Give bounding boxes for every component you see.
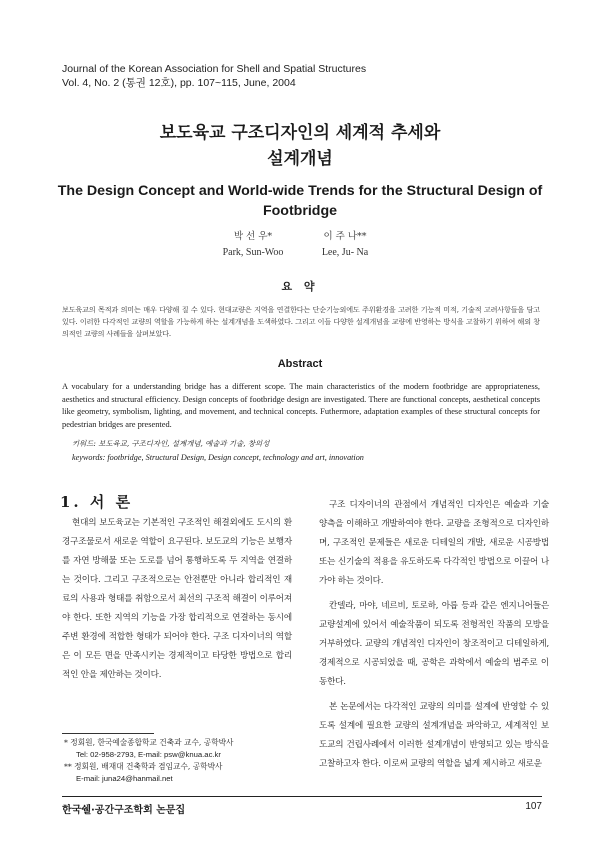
footer-divider [62, 796, 542, 797]
keywords-english: keywords: footbridge, Structural Design, Design concept, technology and art, innovation [72, 453, 364, 462]
author-2-korean: 이 주 나** [323, 231, 367, 242]
footnote-divider [62, 733, 154, 734]
page-number: 107 [525, 801, 542, 812]
footer-journal-name: 한국쉘·공간구조학회 논문집 [62, 805, 186, 816]
journal-header [62, 62, 366, 90]
english-abstract: A vocabulary for a understanding bridge has a different scope. The main characteristics of the modern footbridge are appropriateness, aesthetics and structural efficiency. Design concepts of footbridge design are investigated. There are functional concepts, aesthetical concepts like geometry, symbolism, lighting, and movement, and technical concepts. Futhermore, adaptation examples of these structural concepts for pedestrian bridges are presented. [62, 382, 540, 429]
author-2-english: Lee, Ju- Na [321, 247, 369, 258]
intro-paragraph-2: 구조 디자이너의 관점에서 개념적인 디자인은 예술과 기술 양측을 이해하고 개발하여야 한다. 교량을 조형적으로 디자인하며, 구조적인 문제들은 새로운 디테일의 개발, 새로운 시공방법 또는 신기술의 적용을 유도하도록 다각적인 방법으로 이끌어 나가야 하는 것이다. [319, 500, 549, 586]
footnote-author-1-contact: Tel: 02-958-2793, E-mail: psw@knua.ac.kr [76, 750, 221, 759]
intro-paragraph-1: 현대의 보도육교는 기본적인 구조적인 해결외에도 도시의 환경구조물로서 새로운 역할이 요구된다. 보도교의 기능은 보행자를 자연 방해물 또는 도로를 넘어 통행하도록 두 지역을 연결하는 것이다. 그리고 구조적으로는 안전뿐만 아니라 합리적인 재료의 사용과 형태를 취함으로서 최선의 구조적 해결이 이루어져야 한다. 또한 지역의 기능을 가장 합리적으로 연결하는 동시에 주변 환경에 적합한 형태가 되어야 한다. 구조 디자이너의 역할은 이 모든 면을 만족시키는 경제적이고 타당한 방법으로 합리적인 안을 제안하는 것이다. [62, 518, 292, 680]
journal-name: Journal of the Korean Association for Shell and Spatial Structures [62, 63, 367, 75]
body-left-column [62, 514, 292, 685]
intro-paragraph-3: 칸델라, 마야, 네르비, 토로하, 아릅 등과 같은 엔지니어들은 교량설계에 있어서 예술작품이 되도록 전형적인 작품의 모방을 거부하였다. 교량의 개념적인 디자인이 창조적이고 디테일하게, 경제적으로 시공되었을 때, 공학은 과학에서 예술의 범주로 이동한다. [319, 601, 549, 687]
intro-paragraph-4: 본 논문에서는 다각적인 교량의 의미를 설계에 반영할 수 있도록 설계에 필요한 교량의 설계개념을 파악하고, 세계적인 보도교의 건립사례에서 이러한 설계개념이 반영되고 있는 방식을 고찰하고자 한다. 이로써 교량의 역할을 넓게 제시하고 새로운 [319, 702, 549, 769]
body-right-column [319, 496, 549, 774]
korean-title-line-1: 보도육교 구조디자인의 세계적 추세와 [159, 123, 441, 143]
author-1-korean: 박 선 우* [233, 231, 273, 242]
abstract-heading: Abstract [277, 358, 323, 370]
english-title-line-1: The Design Concept and World-wide Trends for the Structural Design of [57, 183, 543, 199]
summary-heading: 요 약 [281, 280, 319, 293]
keywords-korean: 키워드: 보도육교, 구조디자인, 설계개념, 예술과 기술, 창의성 [72, 439, 270, 448]
footnote-author-2-contact: E-mail: juna24@hanmail.net [76, 774, 173, 783]
section-1-heading: 1. 서 론 [60, 493, 134, 511]
english-title-line-2: Footbridge [262, 203, 338, 219]
korean-title-line-2: 설계개념 [267, 149, 333, 169]
author-1-english: Park, Sun-Woo [222, 247, 284, 258]
korean-summary: 보도육교의 목적과 의미는 매우 다양해 질 수 있다. 현대교량은 지역을 연결한다는 단순기능외에도 주위환경을 고려한 기능적 미적, 기술적 고려사항들을 담고 있다. 이러한 다각적인 교량의 역할을 가능하게 하는 설계개념을 도색하였다. 그리고 이들 다양한 설계개념을 교량에 반영하는 방식을 고찰하기 위하여 해외 창의적인 교량의 사례들을 살펴보았다. [62, 305, 540, 338]
journal-volume: Vol. 4, No. 2 (통권 12호), pp. 107~115, June, 2004 [62, 77, 296, 89]
footnote-author-2: ** 정회원, 배재대 건축학과 겸임교수, 공학박사 [64, 762, 223, 771]
footnote-author-1: * 정회원, 한국예술종합학교 건축과 교수, 공학박사 [64, 738, 234, 747]
author-footnotes [64, 737, 233, 785]
